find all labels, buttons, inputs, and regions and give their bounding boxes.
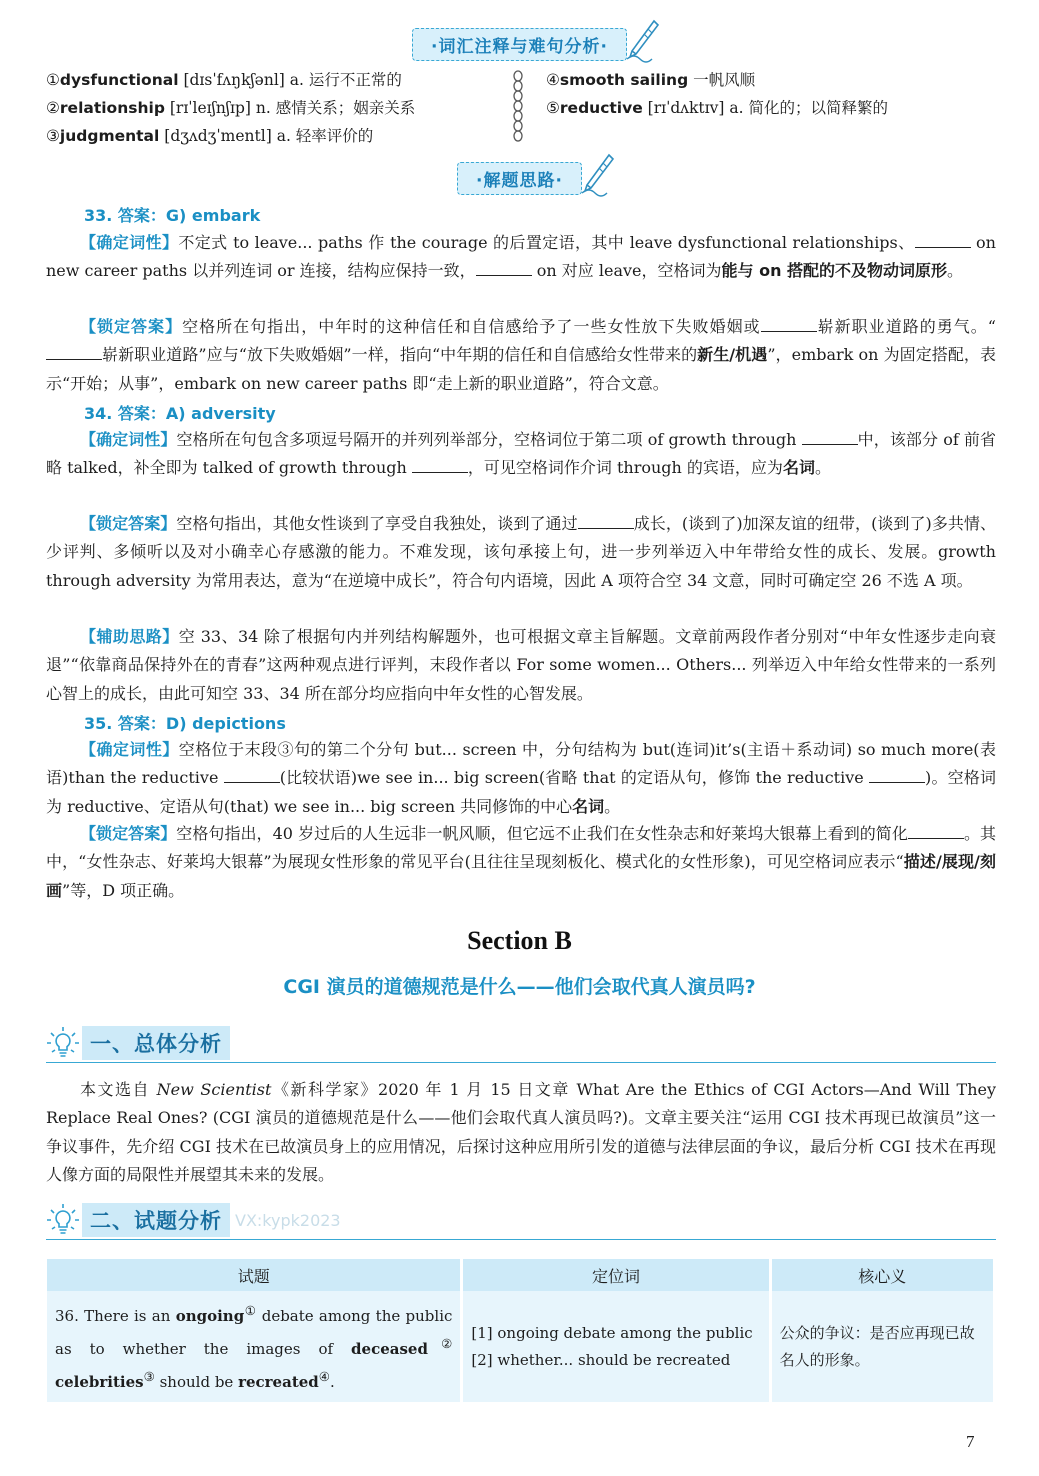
locator-cell: [1] ongoing debate among the public [2] whether... should be recreated (463, 1291, 768, 1402)
q33-pos-paragraph: 【确定词性】不定式 to leave... paths 作 the courage 的后置定语，其中 leave dysfunctional relationships、 on new career paths 以并列连词 or 连接，结构应保持一致， on 对应 leave，空格词为能与 on 搭配的不及物动词原形。 (46, 229, 996, 286)
answer-blank (224, 764, 280, 783)
q34-aux-paragraph: 【辅助思路】空 33、34 除了根据句内并列结构解题外，也可根据文章主旨解题。文章前两段作者分别对“中年女性逐步走向衰退”“依靠商品保持外在的青春”这两种观点进行评判，末段作者以 For some women... Others... 列举迈入中年给女性带来的一系列心智上的成长，由此可知空 33、34 所在部分均应指向中年女性的心智发展。 (46, 627, 996, 703)
question-table (44, 1259, 996, 1402)
pen-icon (624, 19, 660, 63)
answer-blank (915, 229, 971, 248)
q34-answer-paragraph: 【锁定答案】空格句指出，其他女性谈到了享受自我独处，谈到了通过 成长，(谈到了)加深友谊的纽带，(谈到了)多共情、少评判、多倾听以及对小确幸心存感激的能力。不难发现，该句承接上句，进一步列举迈入中年带给女性的成长、发展。growth through adversity 为常用表达，意为“在逆境中成长”，符合句内语境，因此 A 项符合空 34 文意，同时可确定空 26 不选 A 项。 (46, 510, 996, 595)
answer-blank (802, 426, 858, 445)
q33-answer-heading: 33. 答案：G) embark (84, 206, 261, 225)
answer-blank (908, 820, 964, 839)
answer-blank (476, 257, 532, 276)
vocab-item: ⑤reductive [rɪˈdʌktɪv] a. 简化的；以简释繁的 (546, 99, 888, 117)
q34-pos-paragraph: 【确定词性】空格所在句包含多项逗号隔开的并列列举部分，空格词位于第二项 of growth through 中，该部分 of 前省略 talked，补全即为 talked of growth through ，可见空格词作介词 through 的宾语，应为名词。 (46, 426, 996, 483)
table-header-row (47, 1259, 993, 1291)
chain-divider (510, 70, 526, 146)
overall-analysis-header (46, 1024, 996, 1063)
lightbulb-icon (46, 1026, 80, 1060)
vocab-item: ④smooth sailing 一帆风顺 (546, 71, 756, 89)
core-meaning-cell: 公众的争议：是否应再现已故名人的形象。 (772, 1291, 993, 1402)
solution-banner-label: ·解题思路· (457, 162, 582, 195)
question-cell: 36. There is an ongoing① debate among the public as to whether the images of deceased② celebrities③ should be recreated④. (47, 1291, 460, 1402)
vocab-item: ③judgmental [dʒʌdʒˈmentl] a. 轻率评价的 (46, 127, 374, 145)
column-header: 核心义 (772, 1259, 993, 1291)
q34-answer-heading: 34. 答案：A) adversity (84, 404, 276, 423)
vocab-right (546, 66, 888, 122)
table-row (47, 1291, 993, 1402)
answer-blank (412, 454, 468, 473)
pen-icon (579, 153, 615, 197)
q33-answer-paragraph: 【锁定答案】空格所在句指出，中年时的这种信任和自信感给予了一些女性放下失败婚姻或 崭新职业道路的勇气。“崭新职业道路”应与“放下失败婚姻”一样，指向“中年期的信任和自信感给女性带来的新生/机遇”，embark on 为固定搭配，表示“开始；从事”，embark on new career paths 即“走上新的职业道路”，符合文意。 (46, 313, 996, 398)
vocab-item: ①dysfunctional [dɪsˈfʌŋkʃənl] a. 运行不正常的 (46, 71, 402, 89)
column-header: 定位词 (463, 1259, 768, 1291)
vocab-banner (0, 22, 1039, 62)
vocab-item: ②relationship [rɪˈleɪʃnʃɪp] n. 感情关系；姻亲关系 (46, 99, 416, 117)
section-heading: 一、总体分析 (82, 1026, 230, 1060)
section-title: Section B (467, 926, 572, 955)
solution-banner (0, 156, 1039, 196)
overall-analysis-paragraph: 本文选自 New Scientist《新科学家》2020 年 1 月 15 日文章 What Are the Ethics of CGI Actors—And Will They Replace Real Ones? (CGI 演员的道德规范是什么——他们会取代真人演员吗?)。文章主要关注“运用 CGI 技术再现已故演员”这一争议事件，先介绍 CGI 技术在已故演员身上的应用情况，后探讨这种应用所引发的道德与法律层面的争议，最后分析 CGI 技术在再现人像方面的局限性并展望其未来的发展。 (46, 1080, 997, 1184)
article-title: CGI 演员的道德规范是什么——他们会取代真人演员吗? (283, 976, 756, 998)
answer-blank (869, 764, 925, 783)
answer-blank (578, 510, 634, 529)
watermark: VX:kypk2023 (235, 1211, 341, 1230)
page-number: 7 (966, 1432, 975, 1451)
q35-pos-paragraph: 【确定词性】空格位于末段③句的第二个分句 but... screen 中，分句结构为 but(连词)it’s(主语＋系动词) so much more(表语)than the reductive (比较状语)we see in... big screen(省略 that 的定语从句，修饰 the reductive )。空格词为 reductive、定语从句(that) we see in... big screen 共同修饰的中心名词。 (46, 740, 996, 816)
question-analysis-header (46, 1201, 996, 1240)
section-heading: 二、试题分析 (82, 1203, 230, 1237)
q35-answer-paragraph: 【锁定答案】空格句指出，40 岁过后的人生远非一帆风顺，但它远不止我们在女性杂志和好莱坞大银幕上看到的简化 。其中，“女性杂志、好莱坞大银幕”为展现女性形象的常见平台(且往往呈现刻板化、模式化的女性形象)，可见空格词应表示“描述/展现/刻画”等，D 项正确。 (46, 820, 996, 905)
q35-answer-heading: 35. 答案：D) depictions (84, 714, 286, 733)
answer-blank (46, 341, 102, 360)
lightbulb-icon (46, 1203, 80, 1237)
vocab-left (46, 66, 415, 150)
vocab-banner-label: ·词汇注释与难句分析· (412, 28, 627, 61)
column-header: 试题 (47, 1259, 460, 1291)
answer-blank (761, 313, 817, 332)
